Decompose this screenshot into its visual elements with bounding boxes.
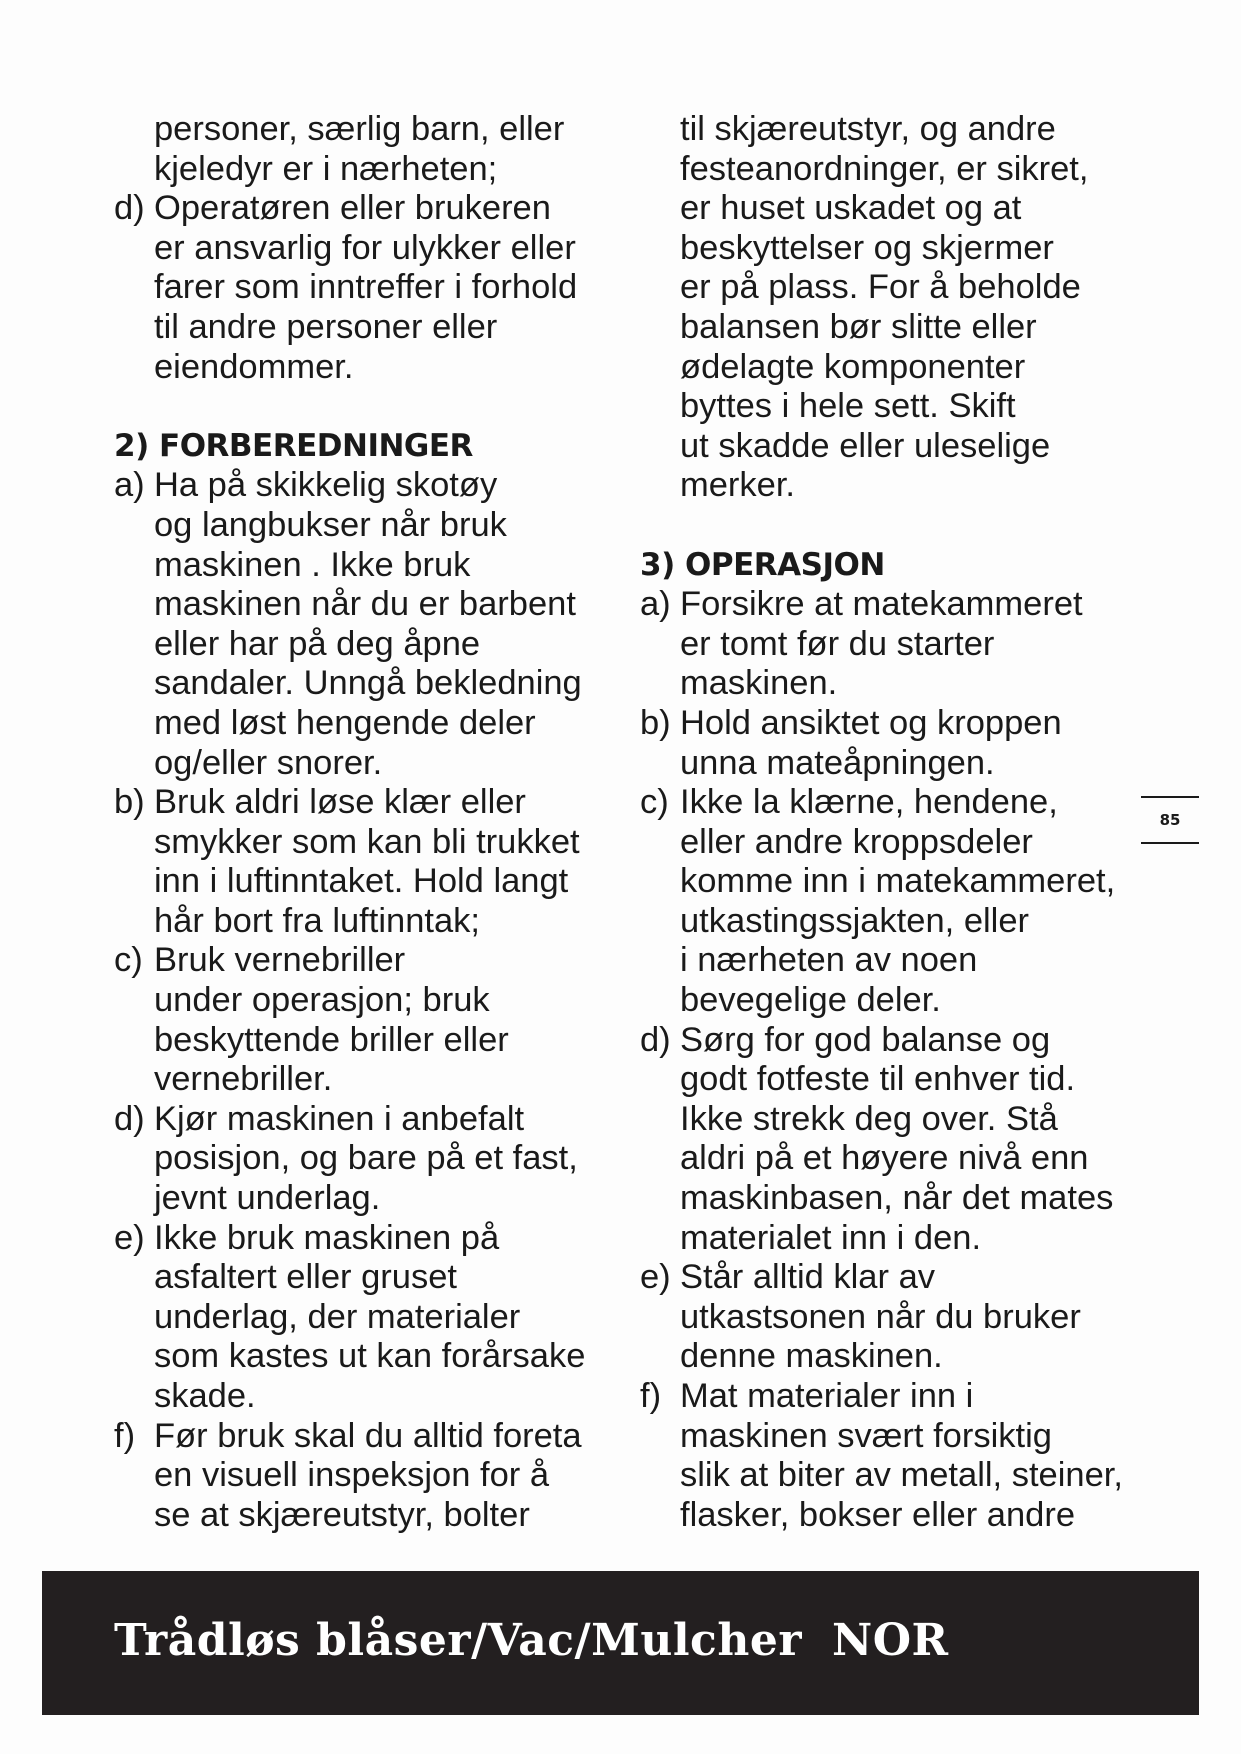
text-line: bevegelige deler. xyxy=(680,981,941,1020)
text-line: ut skadde eller uleselige xyxy=(680,426,1051,465)
text-line: Sørg for god balanse og xyxy=(680,1020,1051,1059)
list-item-d xyxy=(114,189,634,387)
list-item-c xyxy=(114,941,634,1099)
footer-title-line xyxy=(114,1611,949,1671)
text-line: aldri på et høyere nivå enn xyxy=(680,1139,1089,1178)
left-column xyxy=(114,110,634,1535)
text-line: Hold ansiktet og kroppen xyxy=(680,703,1062,742)
text-line: eller har på deg åpne xyxy=(154,624,481,663)
list-item-f xyxy=(114,1417,634,1536)
text-line: utkastsonen når du bruker xyxy=(680,1297,1081,1336)
text-line: se at skjæreutstyr, bolter xyxy=(154,1495,530,1534)
text-line: festeanordninger, er sikret, xyxy=(680,149,1089,188)
list-item-f xyxy=(640,1377,1140,1535)
text-line: og/eller snorer. xyxy=(154,743,383,782)
list-item-e xyxy=(114,1219,634,1417)
list-item-b xyxy=(640,704,1140,783)
text-line: er ansvarlig for ulykker eller xyxy=(154,228,576,267)
text-line: og langbukser når bruk xyxy=(154,505,507,544)
list-marker: e) xyxy=(640,1258,671,1297)
text-line: personer, særlig barn, eller xyxy=(154,110,565,148)
text-line: er på plass. For å beholde xyxy=(680,268,1081,307)
text-line: til skjæreutstyr, og andre xyxy=(680,110,1056,148)
text-line: farer som inntreffer i forhold xyxy=(154,268,578,307)
page-number-rule-bottom xyxy=(1141,842,1199,844)
text-line: i nærheten av noen xyxy=(680,941,978,980)
text-line: under operasjon; bruk xyxy=(154,981,490,1020)
text-line: inn i luftinntaket. Hold langt xyxy=(154,862,569,901)
text-line: flasker, bokser eller andre xyxy=(680,1495,1076,1534)
paragraph-spacer xyxy=(114,387,634,427)
language-code: NOR xyxy=(832,1615,949,1666)
text-line: beskyttelser og skjermer xyxy=(680,228,1054,267)
footer-banner xyxy=(42,1571,1199,1715)
text-line: unna mateåpningen. xyxy=(680,743,995,782)
right-column xyxy=(640,110,1140,1535)
list-marker: c) xyxy=(114,941,143,980)
section-heading-operasjon: 3) OPERASJON xyxy=(640,546,885,583)
item-f-continuation xyxy=(640,110,1140,506)
text-line: underlag, der materialer xyxy=(154,1297,521,1336)
text-line: godt fotfeste til enhver tid. xyxy=(680,1060,1076,1099)
section-heading-forberedninger: 2) FORBEREDNINGER xyxy=(114,427,473,464)
list-marker: f) xyxy=(114,1416,136,1455)
text-line: til andre personer eller xyxy=(154,307,498,346)
text-line: er huset uskadet og at xyxy=(680,189,1022,228)
text-line: beskyttende briller eller xyxy=(154,1020,509,1059)
text-line: maskinen svært forsiktig xyxy=(680,1416,1052,1455)
text-line: merker. xyxy=(680,466,796,505)
text-line: er tomt før du starter xyxy=(680,624,995,663)
text-line: Ikke bruk maskinen på xyxy=(154,1218,500,1257)
text-line: utkastingssjakten, eller xyxy=(680,901,1030,940)
text-line: eller andre kroppsdeler xyxy=(680,822,1033,861)
text-line: balansen bør slitte eller xyxy=(680,307,1037,346)
text-line: komme inn i matekammeret, xyxy=(680,862,1116,901)
text-line: materialet inn i den. xyxy=(680,1218,982,1257)
text-line: Bruk aldri løse klær eller xyxy=(154,783,526,822)
list-marker: a) xyxy=(640,585,671,624)
text-line: maskinen når du er barbent xyxy=(154,585,576,624)
text-line: skade. xyxy=(154,1377,256,1415)
text-line: vernebriller. xyxy=(154,1060,333,1099)
list-item-d xyxy=(640,1021,1140,1259)
text-line: sandaler. Unngå bekledning xyxy=(154,664,582,703)
list-marker: c) xyxy=(640,783,669,822)
text-line: eiendommer. xyxy=(154,347,354,386)
text-line: maskinen . Ikke bruk xyxy=(154,545,471,584)
list-marker: d) xyxy=(114,1099,145,1138)
product-title: Trådløs blåser/Vac/Mulcher xyxy=(114,1615,802,1666)
text-line: Ikke strekk deg over. Stå xyxy=(680,1099,1058,1138)
list-marker: d) xyxy=(114,189,145,228)
text-line: Ikke la klærne, hendene, xyxy=(680,783,1058,822)
text-line: slik at biter av metall, steiner, xyxy=(680,1456,1123,1495)
text-line: Kjør maskinen i anbefalt xyxy=(154,1099,525,1138)
list-item-e xyxy=(640,1258,1140,1377)
list-marker: f) xyxy=(640,1377,662,1415)
text-line: Før bruk skal du alltid foreta xyxy=(154,1416,582,1455)
list-item-a xyxy=(114,466,634,783)
page-number-marker xyxy=(1141,796,1199,844)
text-line: smykker som kan bli trukket xyxy=(154,822,580,861)
list-item-d xyxy=(114,1100,634,1219)
text-line: maskinen. xyxy=(680,664,838,703)
text-line: maskinbasen, når det mates xyxy=(680,1179,1114,1218)
intro-continuation xyxy=(114,110,634,189)
list-item-a xyxy=(640,585,1140,704)
text-line: Bruk vernebriller xyxy=(154,941,406,980)
text-line: hår bort fra luftinntak; xyxy=(154,901,480,940)
text-line: jevnt underlag. xyxy=(154,1179,381,1218)
paragraph-spacer xyxy=(640,506,1140,546)
text-line: asfaltert eller gruset xyxy=(154,1258,457,1297)
text-line: med løst hengende deler xyxy=(154,703,536,742)
text-line: ødelagte komponenter xyxy=(680,347,1026,386)
list-item-b xyxy=(114,783,634,941)
list-item-c xyxy=(640,783,1140,1021)
text-line: kjeledyr er i nærheten; xyxy=(154,149,498,188)
text-line: posisjon, og bare på et fast, xyxy=(154,1139,578,1178)
text-line: Står alltid klar av xyxy=(680,1258,936,1297)
text-line: Ha på skikkelig skotøy xyxy=(154,466,498,505)
list-marker: b) xyxy=(114,783,145,822)
list-marker: b) xyxy=(640,703,671,742)
text-line: Forsikre at matekammeret xyxy=(680,585,1083,624)
text-line: denne maskinen. xyxy=(680,1337,943,1376)
list-marker: a) xyxy=(114,466,145,505)
text-line: en visuell inspeksjon for å xyxy=(154,1456,550,1495)
text-line: Mat materialer inn i xyxy=(680,1377,974,1415)
list-marker: e) xyxy=(114,1218,145,1257)
text-line: Operatøren eller brukeren xyxy=(154,189,551,228)
text-line: byttes i hele sett. Skift xyxy=(680,387,1016,426)
page-number: 85 xyxy=(1159,811,1181,829)
text-line: som kastes ut kan forårsake xyxy=(154,1337,586,1376)
list-marker: d) xyxy=(640,1020,671,1059)
